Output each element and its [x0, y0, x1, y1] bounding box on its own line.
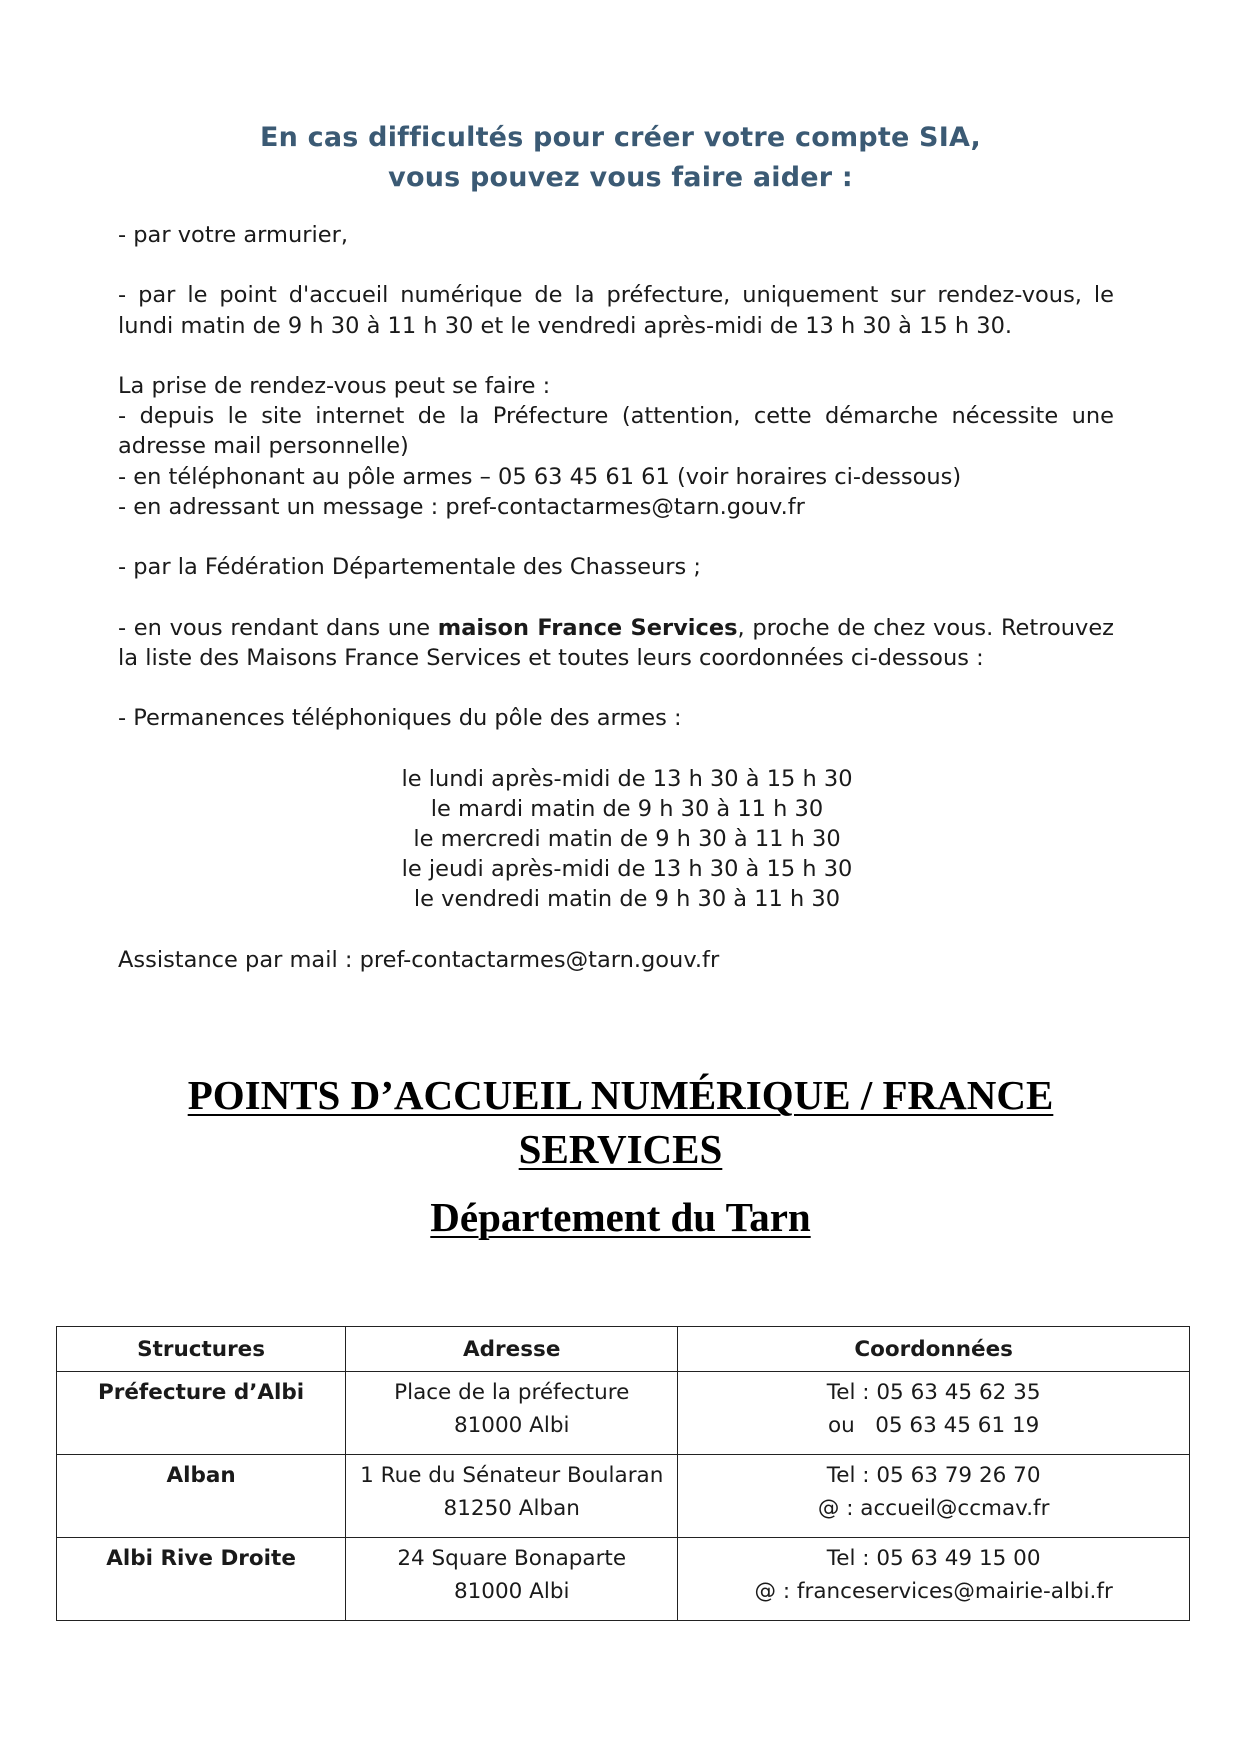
- postal-line: 81250 Alban: [443, 1496, 580, 1521]
- hours-line-monday: le lundi après-midi de 13 h 30 à 15 h 30: [401, 765, 853, 792]
- rdv-mail-item: - en adressant un message : pref-contactarmes@tarn.gouv.fr: [118, 493, 805, 520]
- help-heading-line-2: vous pouvez vous faire aider :: [388, 162, 853, 193]
- header-adresse: Adresse: [346, 1327, 678, 1372]
- rdv-website-item: - depuis le site internet de la Préfecture (attention, cette démarche nécessite une adresse mail personnelle): [118, 403, 1114, 460]
- assistance-mail: Assistance par mail : pref-contactarmes@tarn.gouv.fr: [118, 946, 720, 973]
- structure-name: Alban: [57, 1455, 346, 1538]
- help-heading-line-1: En cas difficultés pour créer votre compte SIA,: [260, 122, 981, 153]
- mfs-bold-text: maison France Services: [437, 614, 738, 641]
- hours-line-wednesday: le mercredi matin de 9 h 30 à 11 h 30: [413, 825, 841, 852]
- help-heading: [0, 118, 1241, 198]
- title-line-2: SERVICES: [518, 1126, 723, 1172]
- structure-name: Préfecture d’Albi: [57, 1372, 346, 1455]
- table-header-row: [57, 1327, 1190, 1372]
- contact-line: @ : accueil@ccmav.fr: [817, 1496, 1050, 1521]
- table-row: [57, 1538, 1190, 1621]
- rdv-intro: La prise de rendez-vous peut se faire :: [118, 372, 551, 399]
- address-line: 1 Rue du Sénateur Boularan: [360, 1463, 664, 1488]
- mfs-text-before: - en vous rendant dans une: [118, 614, 438, 641]
- table-row: [57, 1455, 1190, 1538]
- prefecture-item: - par le point d'accueil numérique de la préfecture, uniquement sur rendez-vous, le lundi matin de 9 h 30 à 11 h 30 et le vendredi après-midi de 13 h 30 à 15 h 30.: [118, 282, 1114, 339]
- table-row: [57, 1372, 1190, 1455]
- hours-line-thursday: le jeudi après-midi de 13 h 30 à 15 h 30: [401, 856, 853, 883]
- structure-address: [346, 1538, 678, 1621]
- structures-table: [56, 1326, 1190, 1621]
- department-subtitle-text: Département du Tarn: [430, 1194, 811, 1240]
- hours-line-friday: le vendredi matin de 9 h 30 à 11 h 30: [413, 886, 841, 913]
- structure-contact: [678, 1538, 1190, 1621]
- structure-name: Albi Rive Droite: [57, 1538, 346, 1621]
- federation-item: - par la Fédération Départementale des Chasseurs ;: [118, 554, 701, 581]
- contact-line: Tel : 05 63 79 26 70: [826, 1463, 1041, 1488]
- hours-list: [118, 764, 1114, 915]
- hours-line-tuesday: le mardi matin de 9 h 30 à 11 h 30: [430, 795, 824, 822]
- mfs-text-after: , proche de chez vous. Retrouvez la liste des Maisons France Services et toutes leurs coordonnées ci-dessous :: [118, 614, 1114, 671]
- postal-line: 81000 Albi: [453, 1579, 570, 1604]
- address-line: 24 Square Bonaparte: [397, 1546, 627, 1571]
- structure-address: [346, 1372, 678, 1455]
- contact-line: Tel : 05 63 45 62 35: [826, 1380, 1041, 1405]
- contact-line: Tel : 05 63 49 15 00: [826, 1546, 1041, 1571]
- address-line: Place de la préfecture: [394, 1380, 630, 1405]
- contact-line: ou 05 63 45 61 19: [827, 1413, 1040, 1438]
- permanences-item: - Permanences téléphoniques du pôle des armes :: [118, 705, 682, 732]
- header-structures: Structures: [57, 1327, 346, 1372]
- rdv-phone-item: - en téléphonant au pôle armes – 05 63 45 61 61 (voir horaires ci-dessous): [118, 463, 962, 490]
- postal-line: 81000 Albi: [453, 1413, 570, 1438]
- armurier-item: - par votre armurier,: [118, 222, 348, 248]
- points-accueil-title: [0, 1068, 1241, 1176]
- contact-line: @ : franceservices@mairie-albi.fr: [754, 1579, 1113, 1604]
- header-coordonnees: Coordonnées: [678, 1327, 1190, 1372]
- department-subtitle: [0, 1190, 1241, 1244]
- help-body: [118, 220, 1114, 975]
- maison-france-services-item: [118, 613, 1114, 673]
- structure-address: [346, 1455, 678, 1538]
- structure-contact: [678, 1455, 1190, 1538]
- title-line-1: POINTS D’ACCUEIL NUMÉRIQUE / FRANCE: [187, 1072, 1054, 1118]
- structure-contact: [678, 1372, 1190, 1455]
